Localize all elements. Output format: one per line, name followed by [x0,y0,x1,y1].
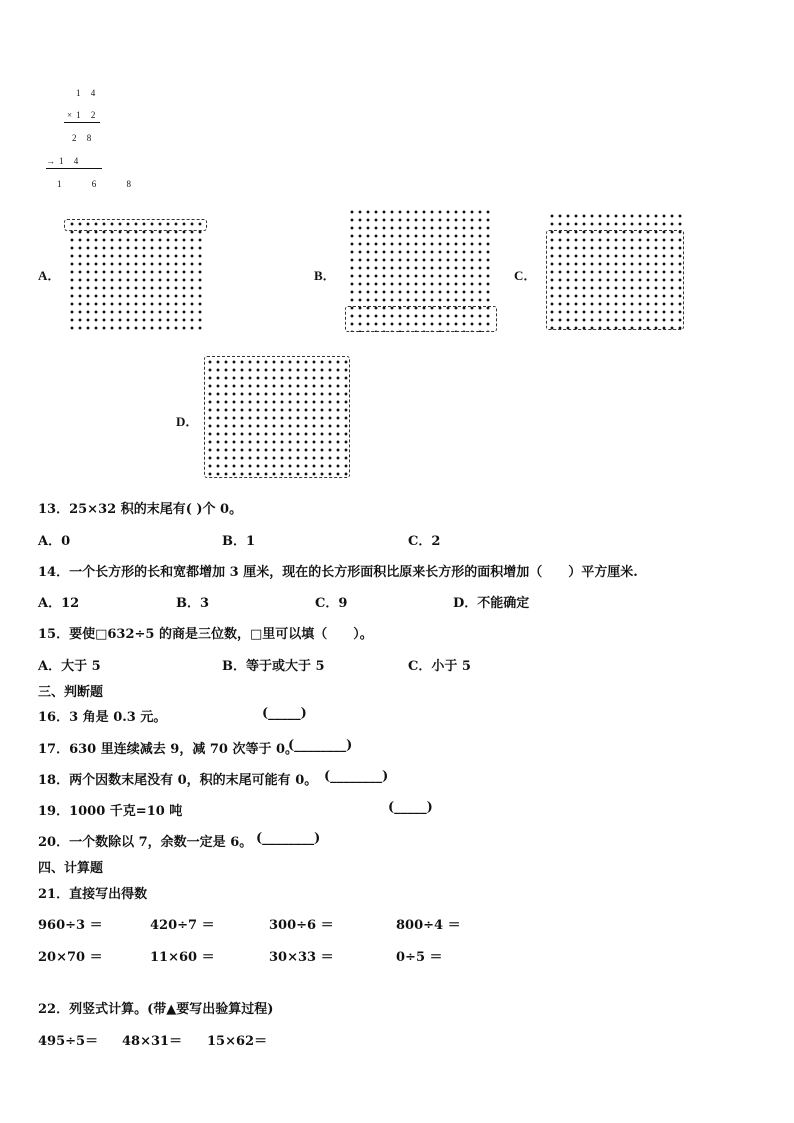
option-d-label: D． [176,414,199,429]
judgement-19-answer[interactable]: (_____) [388,800,433,815]
calc-0-div-5: 0÷5 ＝ [396,950,443,965]
mult-row-5: 1 6 8 [57,179,145,189]
calc-30-times-33: 30×33 ＝ [269,950,334,965]
calc-800-div-4: 800÷4 ＝ [396,918,461,933]
judgement-20-answer[interactable]: (________) [256,831,321,846]
calc-300-div-6: 300÷6 ＝ [269,918,334,933]
section-3-title: 三、判断题 [38,685,104,700]
option-b-label: B． [314,268,336,283]
q14-option-a[interactable]: A．12 [38,596,80,611]
mult-line-2 [46,168,102,169]
judgement-17-answer[interactable]: (________) [288,738,353,753]
vertical-calc-15-times-62: 15×62＝ [207,1034,268,1049]
calc-960-div-3: 960÷3 ＝ [38,918,103,933]
judgement-18: 18．两个因数末尾没有 0，积的末尾可能有 0。 [38,773,318,788]
dashed-highlight-c [546,230,684,330]
judgement-20: 20．一个数除以 7，余数一定是 6。 [38,835,253,850]
judgement-18-answer[interactable]: (________) [324,769,389,784]
q14-option-d[interactable]: D．不能确定 [453,596,530,611]
q14-option-b[interactable]: B．3 [176,596,210,611]
dashed-highlight-b [345,306,497,332]
q15-option-a[interactable]: A．大于 5 [38,659,101,674]
mult-row-1: 1 4 [76,88,100,98]
mult-line-1 [64,122,100,123]
vertical-calc-495-div-5: 495÷5＝ [38,1034,99,1049]
calc-11-times-60: 11×60 ＝ [150,950,215,965]
judgement-17: 17．630 里连续减去 9，减 70 次等于 0。 [38,742,299,757]
q13-option-b[interactable]: B．1 [222,534,256,549]
mult-row-3: 2 8 [72,133,96,143]
judgement-16: 16．3 角是 0.3 元。 [38,710,167,725]
mult-row-4: →1 4 [46,156,83,166]
q14-option-c[interactable]: C．9 [315,596,348,611]
question-21-title: 21．直接写出得数 [38,887,148,902]
calc-420-div-7: 420÷7 ＝ [150,918,215,933]
q13-option-c[interactable]: C．2 [408,534,441,549]
option-a-label: A． [38,268,61,283]
dot-grid-a [68,220,204,332]
question-22-title: 22．列竖式计算。(带▲要写出验算过程) [38,1002,274,1017]
dashed-highlight-d [204,356,350,478]
judgement-19: 19．1000 千克=10 吨 [38,804,183,819]
q13-option-a[interactable]: A．0 [38,534,71,549]
vertical-calc-48-times-31: 48×31＝ [122,1034,183,1049]
section-4-title: 四、计算题 [38,861,104,876]
calc-20-times-70: 20×70 ＝ [38,950,103,965]
question-14: 14．一个长方形的长和宽都增加 3 厘米，现在的长方形面积比原来长方形的面积增加（ ）平方厘米. [38,565,638,580]
mult-row-2: ×1 2 [67,110,100,120]
q15-option-b[interactable]: B．等于或大于 5 [222,659,325,674]
q15-option-c[interactable]: C．小于 5 [408,659,471,674]
option-c-label: C． [514,268,537,283]
question-15: 15．要使□632÷5 的商是三位数，□里可以填（ ）。 [38,627,373,642]
judgement-16-answer[interactable]: (_____) [262,706,307,721]
dashed-highlight-a [64,219,207,231]
question-13: 13．25×32 积的末尾有( )个 0。 [38,502,243,517]
